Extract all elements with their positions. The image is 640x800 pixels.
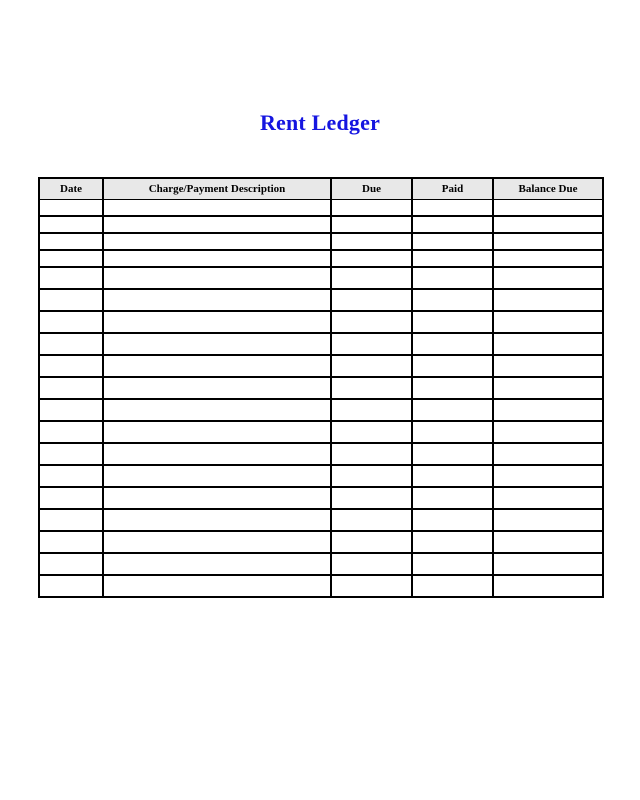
description-cell [103,465,331,487]
date-cell [39,553,103,575]
balance-due-cell [493,200,603,217]
balance-due-cell [493,233,603,250]
description-cell [103,311,331,333]
due-cell [331,216,412,233]
paid-cell [412,250,493,267]
table-row [39,443,603,465]
table-row [39,289,603,311]
description-cell [103,289,331,311]
description-cell [103,399,331,421]
date-cell [39,487,103,509]
column-header-description: Charge/Payment Description [103,178,331,200]
date-cell [39,233,103,250]
balance-due-cell [493,443,603,465]
due-cell [331,233,412,250]
balance-due-cell [493,311,603,333]
balance-due-cell [493,531,603,553]
table-row [39,355,603,377]
due-cell [331,250,412,267]
ledger-body [39,200,603,598]
balance-due-cell [493,216,603,233]
date-cell [39,289,103,311]
balance-due-cell [493,487,603,509]
description-cell [103,267,331,289]
ledger-table [38,177,604,598]
paid-cell [412,531,493,553]
page-title: Rent Ledger [259,110,381,135]
date-cell [39,216,103,233]
table-row [39,575,603,597]
paid-cell [412,289,493,311]
description-cell [103,575,331,597]
due-cell [331,267,412,289]
balance-due-cell [493,355,603,377]
balance-due-cell [493,399,603,421]
column-header-due: Due [331,178,412,200]
table-row [39,553,603,575]
due-cell [331,443,412,465]
description-cell [103,509,331,531]
date-cell [39,377,103,399]
due-cell [331,399,412,421]
paid-cell [412,200,493,217]
paid-cell [412,233,493,250]
description-cell [103,421,331,443]
due-cell [331,421,412,443]
paid-cell [412,267,493,289]
date-cell [39,355,103,377]
due-cell [331,200,412,217]
table-row [39,399,603,421]
date-cell [39,509,103,531]
table-row [39,267,603,289]
date-cell [39,267,103,289]
table-row [39,250,603,267]
paid-cell [412,333,493,355]
paid-cell [412,575,493,597]
due-cell [331,289,412,311]
due-cell [331,355,412,377]
description-cell [103,443,331,465]
description-cell [103,200,331,217]
balance-due-cell [493,289,603,311]
paid-cell [412,487,493,509]
date-cell [39,311,103,333]
paid-cell [412,311,493,333]
table-row [39,311,603,333]
due-cell [331,531,412,553]
date-cell [39,200,103,217]
date-cell [39,465,103,487]
description-cell [103,216,331,233]
balance-due-cell [493,509,603,531]
due-cell [331,377,412,399]
paid-cell [412,509,493,531]
due-cell [331,553,412,575]
description-cell [103,377,331,399]
balance-due-cell [493,553,603,575]
table-row [39,531,603,553]
paid-cell [412,377,493,399]
column-header-paid: Paid [412,178,493,200]
paid-cell [412,216,493,233]
due-cell [331,487,412,509]
date-cell [39,333,103,355]
paid-cell [412,443,493,465]
table-row [39,509,603,531]
description-cell [103,250,331,267]
description-cell [103,333,331,355]
description-cell [103,233,331,250]
paid-cell [412,465,493,487]
table-row [39,333,603,355]
paid-cell [412,355,493,377]
due-cell [331,575,412,597]
balance-due-cell [493,575,603,597]
description-cell [103,487,331,509]
paid-cell [412,553,493,575]
description-cell [103,355,331,377]
balance-due-cell [493,250,603,267]
due-cell [331,465,412,487]
description-cell [103,553,331,575]
table-row [39,487,603,509]
balance-due-cell [493,377,603,399]
date-cell [39,250,103,267]
due-cell [331,311,412,333]
date-cell [39,443,103,465]
column-header-balance-due: Balance Due [493,178,603,200]
table-row [39,200,603,217]
description-cell [103,531,331,553]
table-row [39,377,603,399]
balance-due-cell [493,267,603,289]
date-cell [39,531,103,553]
column-header-date: Date [39,178,103,200]
balance-due-cell [493,465,603,487]
date-cell [39,421,103,443]
balance-due-cell [493,421,603,443]
date-cell [39,399,103,421]
table-row [39,465,603,487]
table-row [39,421,603,443]
table-row [39,233,603,250]
balance-due-cell [493,333,603,355]
date-cell [39,575,103,597]
header-row [39,178,603,200]
due-cell [331,333,412,355]
paid-cell [412,421,493,443]
paid-cell [412,399,493,421]
due-cell [331,509,412,531]
table-row [39,216,603,233]
